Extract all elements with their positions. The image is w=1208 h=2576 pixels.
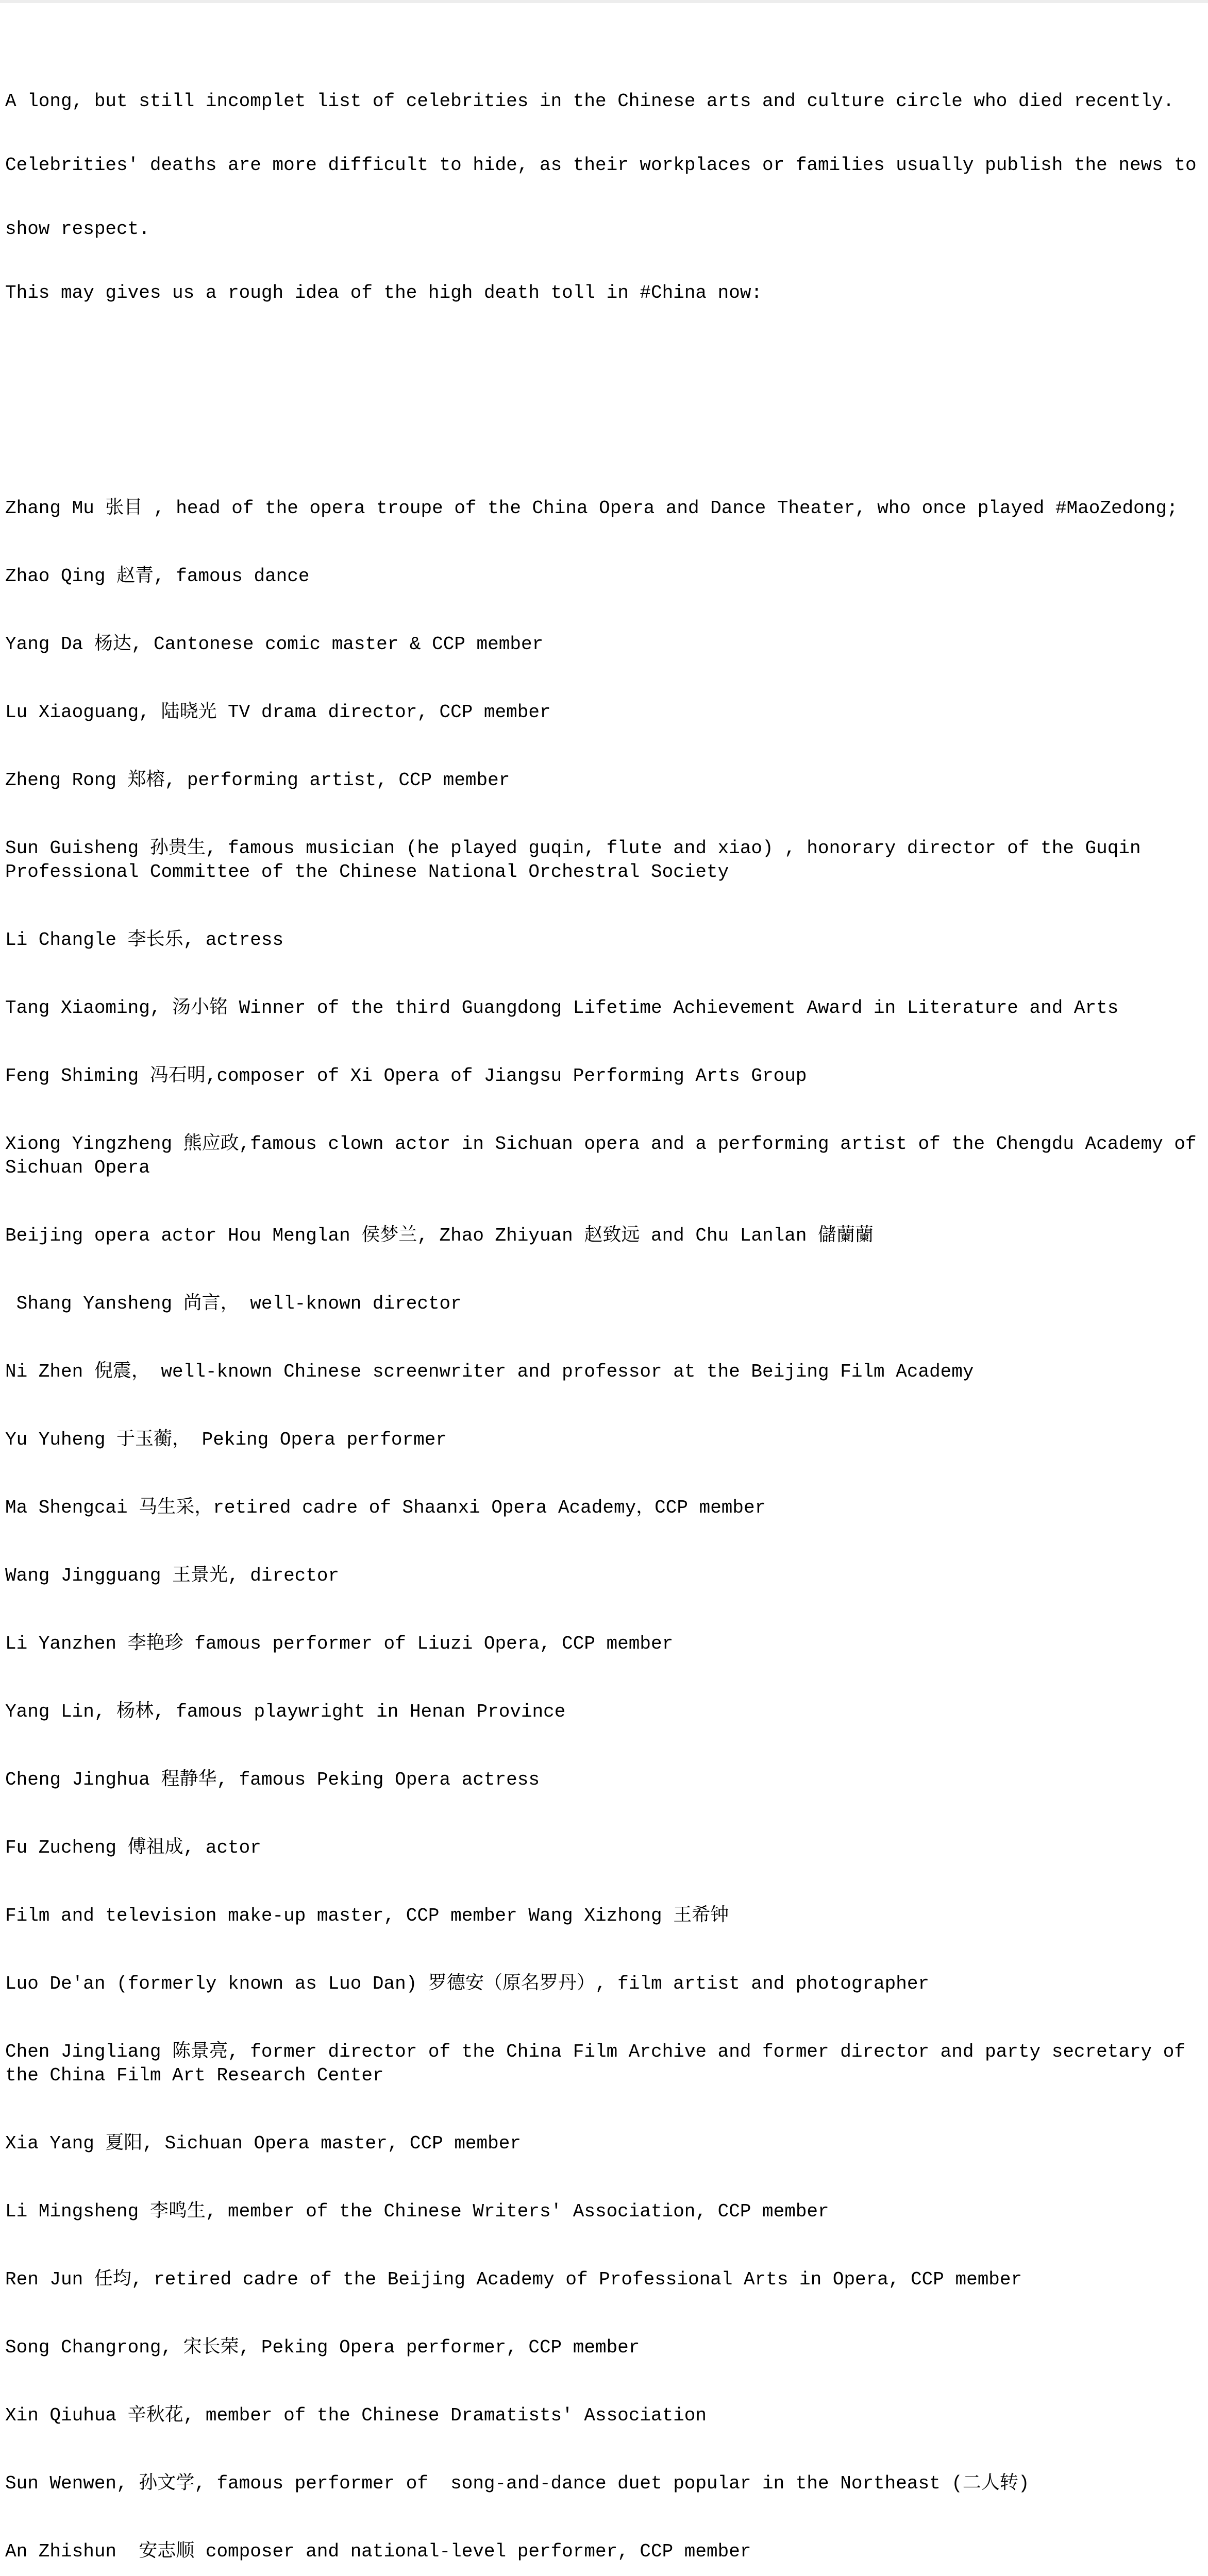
- list-item: Li Yanzhen 李艳珍 famous performer of Liuzi Opera, CCP member: [5, 1633, 674, 1654]
- list-item: Yang Lin, 杨林, famous playwright in Henan Province: [5, 1701, 566, 1722]
- celebrity-list: [5, 454, 1204, 2576]
- intro-line: Celebrities' deaths are more difficult to hide, as their workplaces or families usually publish the news to: [5, 155, 1197, 176]
- list-item: Cheng Jinghua 程静华, famous Peking Opera actress: [5, 1769, 540, 1790]
- list-item: Shang Yansheng 尚言， well-known director: [5, 1293, 462, 1314]
- list-item: Sun Wenwen, 孙文学, famous performer of song-and-dance duet popular in the Northeast (二人转): [5, 2473, 1030, 2494]
- list-item: Yang Da 杨达, Cantonese comic master & CCP member: [5, 634, 544, 655]
- list-item: Xiong Yingzheng 熊应政,famous clown actor in Sichuan opera and a performing artist of the Chengdu Academy of Sichuan Opera: [5, 1133, 1197, 1178]
- list-item: Ni Zhen 倪震， well-known Chinese screenwriter and professor at the Beijing Film Academy: [5, 1361, 974, 1382]
- list-item: Feng Shiming 冯石明,composer of Xi Opera of Jiangsu Performing Arts Group: [5, 1065, 807, 1087]
- list-item: Film and television make-up master, CCP member Wang Xizhong 王希钟: [5, 1905, 729, 1926]
- intro-paragraph: [5, 48, 1204, 346]
- document-body: [5, 6, 1204, 2576]
- list-item: Fu Zucheng 傅祖成, actor: [5, 1837, 261, 1858]
- list-item: An Zhishun 安志顺 composer and national-level performer, CCP member: [5, 2541, 751, 2562]
- blank-line: [5, 388, 1204, 412]
- list-item: Chen Jingliang 陈景亮, former director of the China Film Archive and former director and party secretary of the China Film Art Research Center: [5, 2041, 1185, 2086]
- list-item: Beijing opera actor Hou Menglan 侯梦兰, Zhao Zhiyuan 赵致远 and Chu Lanlan 儲蘭蘭: [5, 1225, 874, 1246]
- list-item: Ren Jun 任均, retired cadre of the Beijing Academy of Professional Arts in Opera, CCP member: [5, 2269, 1022, 2290]
- list-item: Ma Shengcai 马生采，retired cadre of Shaanxi Opera Academy，CCP member: [5, 1497, 766, 1518]
- list-item: Xin Qiuhua 辛秋花, member of the Chinese Dramatists' Association: [5, 2405, 707, 2426]
- list-item: Wang Jingguang 王景光, director: [5, 1565, 340, 1586]
- list-item: Lu Xiaoguang, 陆晓光 TV drama director, CCP member: [5, 702, 551, 723]
- list-item: Sun Guisheng 孙贵生, famous musician (he played guqin, flute and xiao) , honorary director of the Guqin Professional Committee of the Chinese National Orchestral Society: [5, 838, 1141, 883]
- list-item: Tang Xiaoming, 汤小铭 Winner of the third Guangdong Lifetime Achievement Award in Literature and Arts: [5, 997, 1119, 1019]
- intro-line: show respect.: [5, 218, 150, 240]
- list-item: Li Mingsheng 李鸣生, member of the Chinese Writers' Association, CCP member: [5, 2201, 829, 2222]
- list-item: Xia Yang 夏阳, Sichuan Opera master, CCP member: [5, 2133, 521, 2154]
- top-border: [0, 0, 1208, 3]
- list-item: Luo De'an (formerly known as Luo Dan) 罗德安（原名罗丹）, film artist and photographer: [5, 1973, 930, 1994]
- intro-line: This may gives us a rough idea of the high death toll in #China now:: [5, 282, 763, 303]
- list-item: Li Changle 李长乐, actress: [5, 929, 284, 951]
- list-item: Zhang Mu 张目 , head of the opera troupe of the China Opera and Dance Theater, who once played #MaoZedong;: [5, 498, 1178, 519]
- intro-line: A long, but still incomplet list of celebrities in the Chinese arts and culture circle who died recently.: [5, 91, 1175, 112]
- list-item: Zhao Qing 赵青, famous dance: [5, 566, 310, 587]
- list-item: Zheng Rong 郑榕, performing artist, CCP member: [5, 770, 510, 791]
- list-item: Song Changrong, 宋长荣, Peking Opera performer, CCP member: [5, 2337, 640, 2358]
- list-item: Yu Yuheng 于玉蘅， Peking Opera performer: [5, 1429, 447, 1450]
